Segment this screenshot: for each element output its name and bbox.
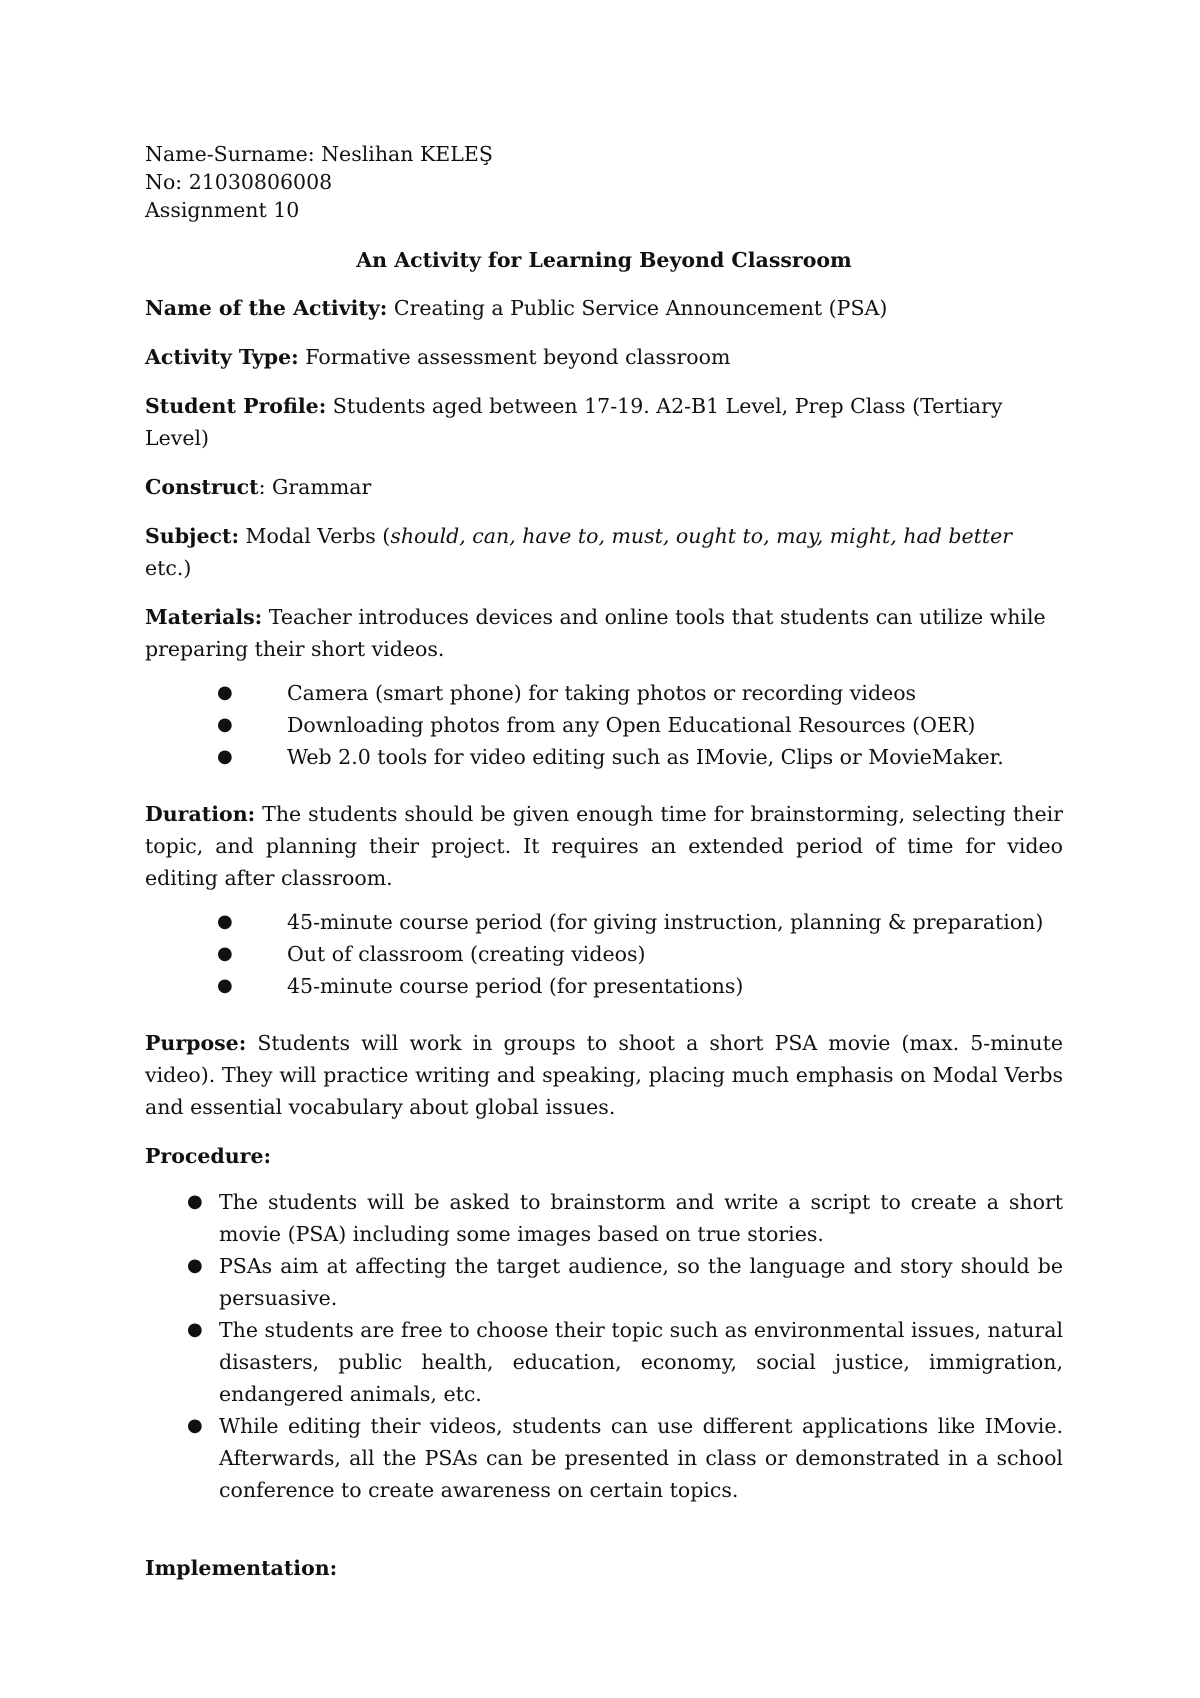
bullet-icon: ● [217,714,233,735]
list-item [145,1410,1063,1506]
construct-value: : Grammar [258,475,372,499]
materials-item-text: Web 2.0 tools for video editing such as IMovie, Clips or MovieMaker. [287,745,1004,769]
purpose-label: Purpose: [145,1031,247,1055]
list-item [145,1314,1063,1410]
duration-field [145,798,1063,894]
list-item [145,1186,1063,1250]
activity-type-value: Formative assessment beyond classroom [298,345,731,369]
materials-list [145,677,1063,773]
duration-list [145,906,1063,1002]
list-item [145,709,1063,741]
construct-field [145,471,1063,503]
bullet-icon: ● [187,1191,203,1212]
procedure-list [145,1186,1063,1506]
duration-item-text: Out of classroom (creating videos) [287,942,646,966]
list-item [145,906,1063,938]
purpose-field [145,1027,1063,1123]
materials-item-text: Camera (smart phone) for taking photos or recording videos [287,681,917,705]
bullet-icon: ● [187,1415,203,1436]
student-profile-value: Students aged between 17-19. A2-B1 Level, Prep Class (Tertiary Level) [145,394,1003,450]
student-profile-label: Student Profile: [145,394,327,418]
procedure-item-text: The students are free to choose their topic such as environmental issues, natural disasters, public health, education, economy, social justice, immigration, endangered animals, etc. [219,1318,1063,1406]
list-item [145,741,1063,773]
construct-label: Construct [145,475,259,499]
bullet-icon: ● [187,1255,203,1276]
duration-value: The students should be given enough time for brainstorming, selecting their topic, and planning their project. It requires an extended period of time for video editing after classroom. [145,802,1063,890]
name-surname-line: Name-Surname: Neslihan KELEŞ [145,142,493,166]
materials-field [145,601,1063,665]
bullet-icon: ● [217,746,233,767]
bullet-icon: ● [217,975,233,996]
implementation-label: Implementation: [145,1556,338,1580]
materials-value: Teacher introduces devices and online tools that students can utilize while preparing their short videos. [145,605,1046,661]
procedure-item-text: PSAs aim at affecting the target audience, so the language and story should be persuasive. [219,1254,1063,1310]
implementation-heading [145,1552,1063,1584]
procedure-heading [145,1140,1063,1172]
document-title: An Activity for Learning Beyond Classroom [356,248,852,272]
activity-type-label: Activity Type: [145,345,299,369]
materials-item-text: Downloading photos from any Open Educational Resources (OER) [287,713,976,737]
assignment-line: Assignment 10 [145,198,300,222]
subject-label: Subject: [145,524,240,548]
bullet-icon: ● [217,682,233,703]
duration-label: Duration: [145,802,256,826]
activity-name-field [145,292,1063,324]
student-profile-field [145,390,1063,454]
list-item [145,970,1063,1002]
bullet-icon: ● [187,1319,203,1340]
activity-name-label: Name of the Activity: [145,296,388,320]
subject-suffix: etc.) [145,556,192,580]
activity-type-field [145,341,1063,373]
student-number-line: No: 21030806008 [145,170,333,194]
subject-field [145,520,1063,584]
subject-prefix: Modal Verbs ( [239,524,391,548]
subject-modal-verbs: should, can, have to, must, ought to, may, might, had better [390,524,1013,548]
procedure-item-text: While editing their videos, students can use different applications like IMovie. Afterwards, all the PSAs can be presented in class or demonstrated in a school conference to create awareness on certain topics. [219,1414,1063,1502]
bullet-icon: ● [217,911,233,932]
document-content [145,140,1063,1601]
list-item [145,1250,1063,1314]
activity-name-value: Creating a Public Service Announcement (PSA) [387,296,888,320]
list-item [145,677,1063,709]
materials-label: Materials: [145,605,263,629]
bullet-icon: ● [217,943,233,964]
student-header [145,140,1063,224]
duration-item-text: 45-minute course period (for presentations) [287,974,744,998]
duration-item-text: 45-minute course period (for giving instruction, planning & preparation) [287,910,1044,934]
procedure-item-text: The students will be asked to brainstorm and write a script to create a short movie (PSA) including some images based on true stories. [219,1190,1063,1246]
list-item [145,938,1063,970]
procedure-label: Procedure: [145,1144,272,1168]
purpose-value: Students will work in groups to shoot a short PSA movie (max. 5-minute video). They will practice writing and speaking, placing much emphasis on Modal Verbs and essential vocabulary about global issues. [145,1031,1063,1119]
